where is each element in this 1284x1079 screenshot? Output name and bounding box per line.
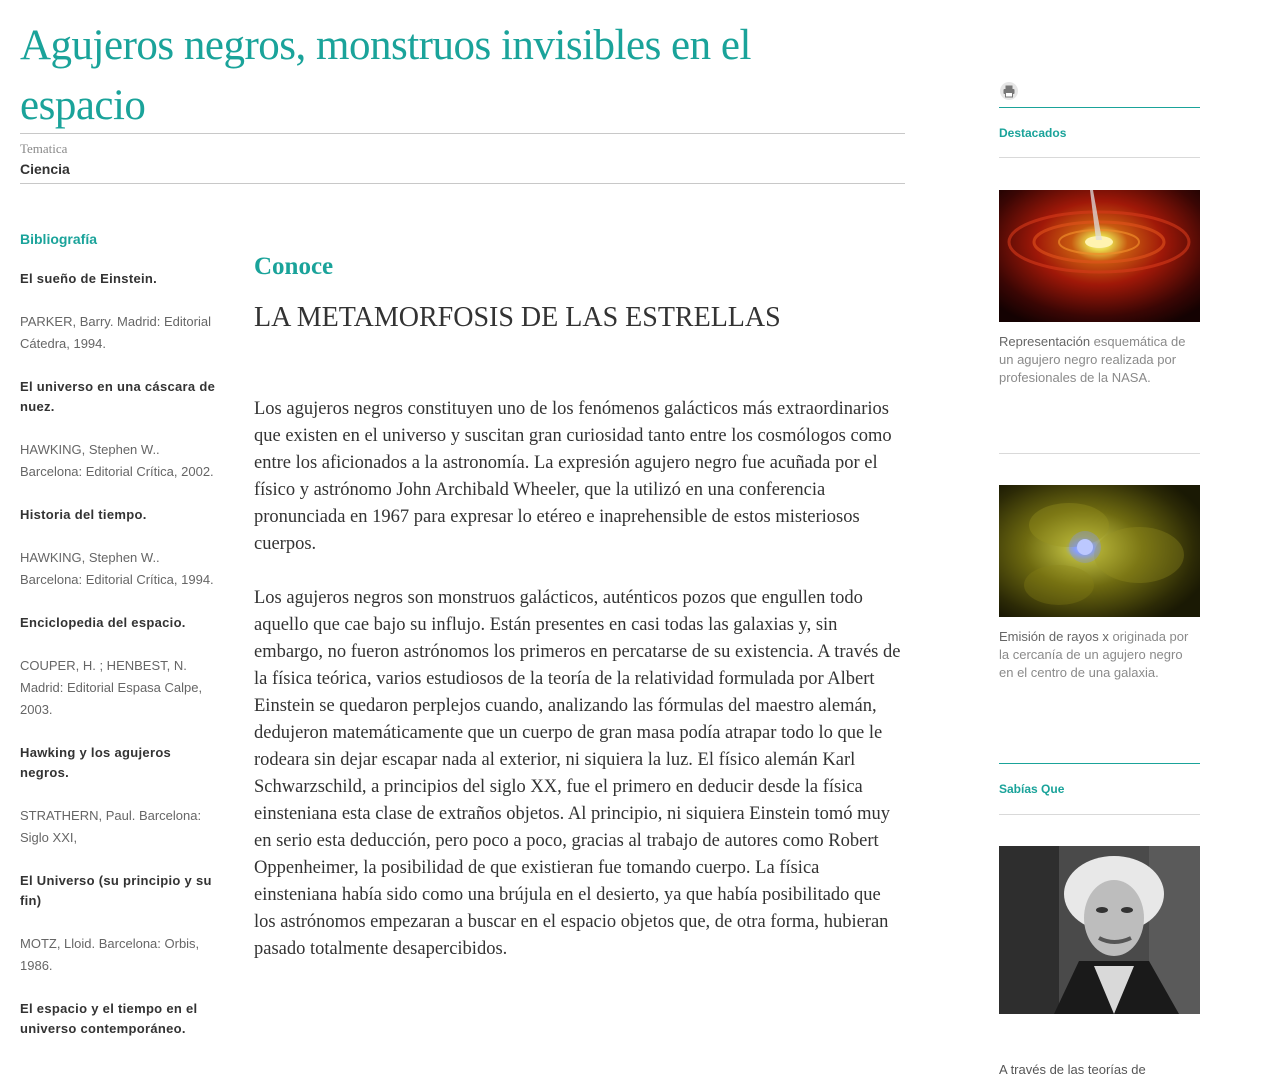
book-publisher: COUPER, H. ; HENBEST, N. Madrid: Editorial Espasa Calpe, 2003. [20,658,203,717]
book-title: El sueño de Einstein. [20,271,158,286]
bibliography-heading: Bibliografía [20,231,98,247]
xray-galaxy-thumbnail[interactable] [999,485,1200,617]
book-publisher: MOTZ, Lloid. Barcelona: Orbis, 1986. [20,936,200,973]
bibliography-item [20,377,220,483]
sidebar-divider [999,453,1200,454]
book-title: Enciclopedia del espacio. [20,615,186,630]
sidebar-divider [999,157,1200,158]
thumbnail-caption [999,333,1200,387]
bibliography-item [20,613,220,721]
caption-lead: Emisión de rayos x [999,629,1109,644]
bibliography-item [20,871,220,977]
book-title: Hawking y los agujeros negros. [20,745,172,780]
book-publisher: PARKER, Barry. Madrid: Editorial Cátedra, 1994. [20,314,211,351]
sidebar-divider [999,107,1200,108]
book-title: Historia del tiempo. [20,507,147,522]
sidebar-divider [999,814,1200,815]
bibliography-item [20,505,220,591]
einstein-thumbnail[interactable] [999,846,1200,1014]
caption-lead: Representación [999,334,1091,349]
book-publisher: STRATHERN, Paul. Barcelona: Siglo XXI, [20,808,202,845]
paragraph: Los agujeros negros son monstruos galácticos, auténticos pozos que engullen todo aquello que cae bajo su influjo. Están presentes en casi todas las galaxias y, sin embargo, no fueron astrónomos los primeros en percatarse de su existencia. A través de la física teórica, varios estudiosos de la teoría de la relatividad formulada por Albert Einstein se quedaron perplejos cuando, analizando las fórmulas del maestro alemán, dedujeron matemáticamente que un cuerpo de gran masa podía atrapar todo lo que le rodeara sin dejar escapar nada al exterior, ni siquiera la luz. El físico alemán Karl Schwarzschild, a principios del siglo XX, fue el primero en deducir desde la física einsteniana esta clase de extraños objetos. Al principio, ni siquiera Einstein tomó muy en serio esta deducción, pero poco a poco, gracias al trabajo de autores como Robert Oppenheimer, la posibilidad de que existieran fue tomando cuerpo. La física einsteniana había sido como una brújula en el desierto, ya que había posibilitado que los astrónomos empezaran a buscar en el espacio objetos que, de otra forma, hubieran pasado totalmente desapercibidos. [254,588,901,959]
tematica-value[interactable]: Ciencia [20,161,70,177]
title-divider [20,133,905,134]
bibliography-item [20,269,220,355]
bibliography [20,231,220,1061]
thumbnail-caption [999,628,1200,682]
bibliography-item [20,743,220,849]
tematica-divider [20,183,905,184]
paragraph: Los agujeros negros constituyen uno de los fenómenos galácticos más extraordinarios que existen en el universo y suscitan gran curiosidad tanto entre los cosmólogos como entre los aficionados a la astronomía. La expresión agujero negro fue acuñada por el físico y astrónomo John Archibald Wheeler, que la utilizó en una conferencia pronunciada en 1967 para expresar lo etéreo e inaprehensible de estos misteriosos cuerpos. [254,399,892,554]
caption-text: originada por la cercanía de un agujero negro en el centro de una galaxia. [999,629,1189,680]
black-hole-thumbnail[interactable] [999,190,1200,322]
printer-icon[interactable] [1000,82,1018,100]
book-publisher: HAWKING, Stephen W.. Barcelona: Editorial Crítica, 2002. [20,442,214,479]
article-subtitle: LA METAMORFOSIS DE LAS ESTRELLAS [254,302,781,333]
article-title: Agujeros negros, monstruos invisibles en el espacio [20,22,751,129]
caption-text: esquemática de un agujero negro realizada por profesionales de la NASA. [999,334,1186,385]
article-body [254,252,904,963]
destacados-heading: Destacados [999,126,1067,140]
book-title: El universo en una cáscara de nuez. [20,379,216,414]
sidebar-divider [999,763,1200,764]
sabias-caption: A través de las teorías de [999,1062,1146,1077]
book-title: El Universo (su principio y su fin) [20,873,212,908]
section-heading: Conoce [254,253,334,280]
bibliography-item [20,999,220,1039]
sabias-heading: Sabías Que [999,782,1065,796]
book-title: El espacio y el tiempo en el universo contemporáneo. [20,1001,198,1036]
book-publisher: HAWKING, Stephen W.. Barcelona: Editorial Crítica, 1994. [20,550,214,587]
tematica-label: Tematica [20,141,68,156]
